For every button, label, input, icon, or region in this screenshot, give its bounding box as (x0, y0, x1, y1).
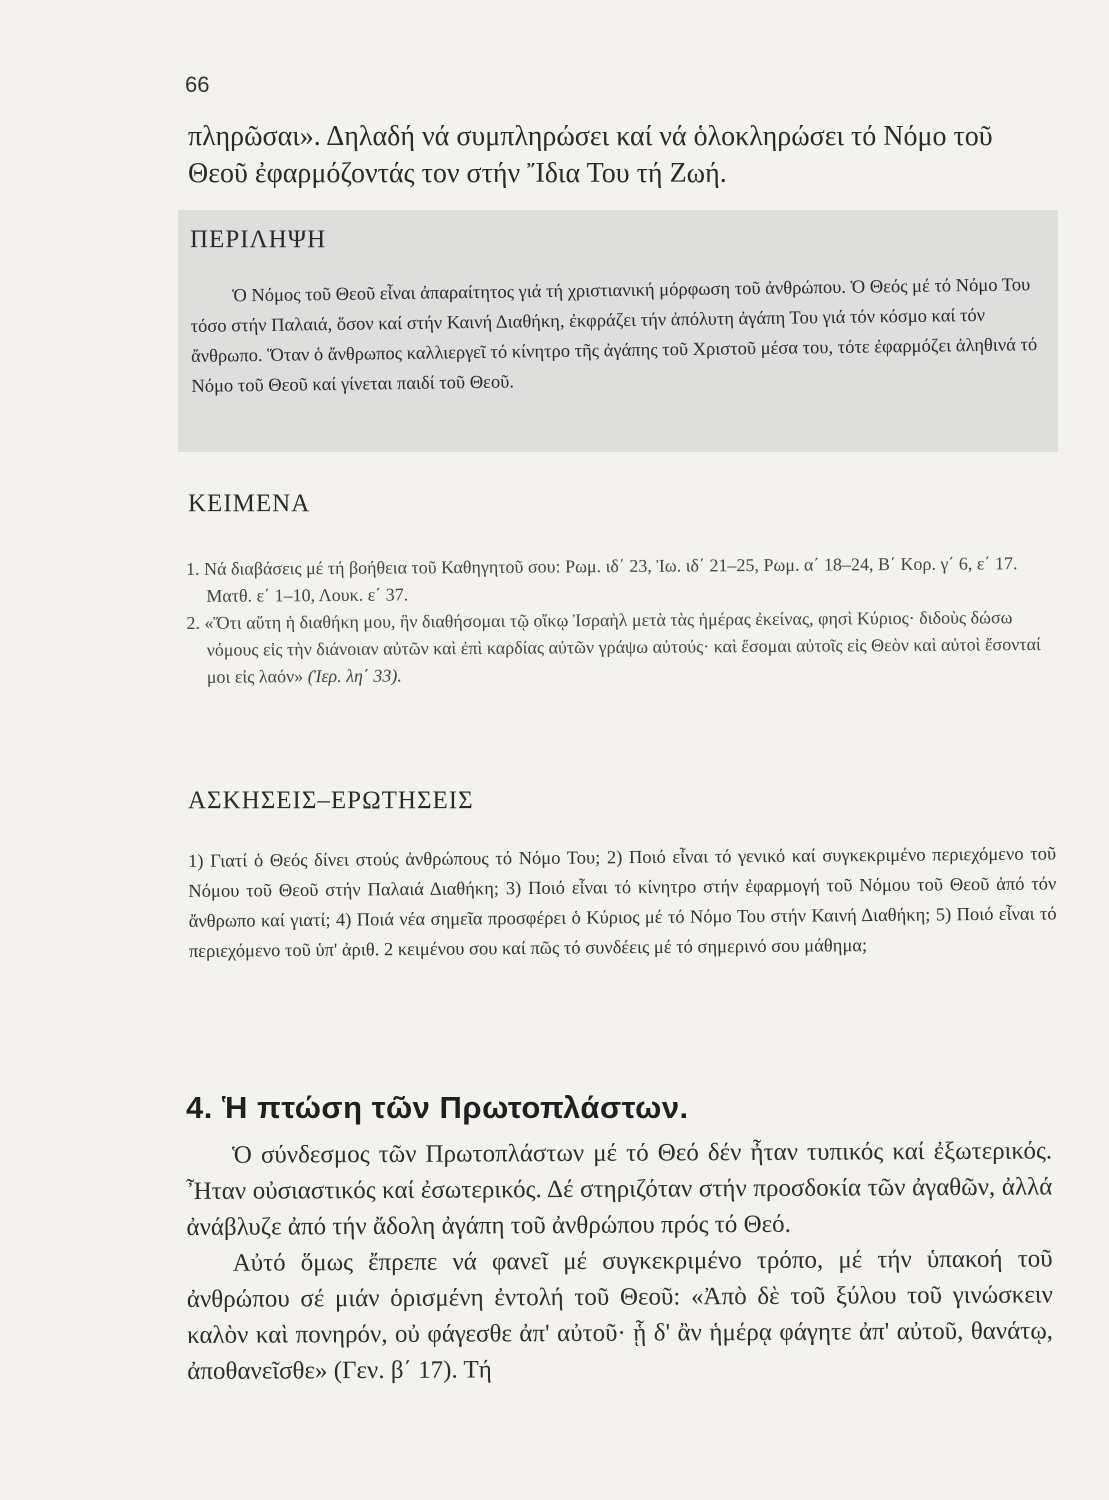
summary-text: Ὁ Νόμος τοῦ Θεοῦ εἶναι ἀπαραίτητος γιά τή χριστιανική μόρφωση τοῦ ἀνθρώπου. Ὁ Θεός μέ τό Νόμο Του τόσο στήν Παλαιά, ὅσον καί στήν Καινή Διαθήκη, ἐκφράζει τήν ἀπόλυτη ἀγάπη Του γιά τόν κόσμο καί τόν ἄνθρωπο. Ὅταν ὁ ἄνθρωπος καλλιεργεῖ τό κίνητρο τῆς ἀγάπης τοῦ Χριστοῦ μέσα του, τότε ἐφαρμόζει ἀληθινά τό Νόμο τοῦ Θεοῦ καί γίνεται παιδί τοῦ Θεοῦ. (190, 275, 1038, 397)
chapter-body (186, 1133, 1053, 1390)
exercises-text: 1) Γιατί ὁ Θεός δίνει στούς ἀνθρώπους τό Νόμο Του; 2) Ποιό εἶναι τό γενικό καί συγκεκριμένο περιεχόμενο τοῦ Νόμου τοῦ Θεοῦ στήν Παλαιά Διαθήκη; 3) Ποιό εἶναι τό κίνητρο στήν ἐφαρμογή τοῦ Νόμου τοῦ Θεοῦ ἀπό τόν ἄνθρωπο καί γιατί; 4) Ποιά νέα σημεῖα προσφέρει ὁ Κύριος μέ τό Νόμο Του στήν Καινή Διαθήκη; 5) Ποιό εἶναι τό περιεχόμενο τοῦ ὑπ' ἀριθ. 2 κειμένου σου καί πῶς τό συνδέεις μέ τό σημερινό σου μάθημα; (188, 844, 1057, 962)
item-citation: (Ἱερ. λη΄ 33). (307, 665, 402, 687)
intro-paragraph: πληρῶσαι». Δηλαδή νά συμπληρώσει καί νά ὁλοκληρώσει τό Νόμο τοῦ Θεοῦ ἐφαρμόζοντάς τον στήν Ἴδια Του τή Ζωή. (188, 121, 993, 189)
item-text: «Ὅτι αὕτη ἡ διαθήκη μου, ἣν διαθήσομαι τῷ οἴκῳ Ἰσραὴλ μετὰ τὰς ἡμέρας ἐκείνας, φησὶ Κύριος· διδοὺς δώσω νόμους εἰς τὴν διάνοιαν αὐτῶν καὶ ἐπὶ καρδίας αὐτῶν γράψω αὐτούς· καὶ ἔσομαι αὐτοῖς εἰς Θεὸν καὶ αὐτοὶ ἔσονταί μοι εἰς λαόν» (204, 607, 1041, 687)
page-number: 66 (185, 72, 210, 97)
list-item (186, 604, 1059, 691)
chapter-title: 4. Ἡ πτώση τῶν Πρωτοπλάστων. (186, 1090, 689, 1125)
exercises-heading: ΑΣΚΗΣΕΙΣ–ΕΡΩΤΗΣΕΙΣ (188, 787, 474, 814)
item-number: 1. (186, 558, 200, 579)
texts-list (186, 550, 1059, 691)
item-text: Νά διαβάσεις μέ τή βοήθεια τοῦ Καθηγητοῦ σου: Ρωμ. ιδ΄ 23, Ἰω. ιδ΄ 21–25, Ρωμ. α΄ 18–24, Β΄ Κορ. γ΄ 6, ε΄ 17. Ματθ. ε΄ 1–10, Λουκ. ε΄ 37. (204, 553, 1018, 606)
body-paragraph: Ὁ σύνδεσμος τῶν Πρωτοπλάστων μέ τό Θεό δέν ἦταν τυπικός καί ἐξωτερικός. Ἦταν οὐσιαστικός καί ἐσωτερικός. Δέ στηριζόταν στήν προσδοκία τῶν ἀγαθῶν, ἀλλά ἀνάβλυζε ἀπό τήν ἄδολη ἀγάπη τοῦ ἀνθρώπου πρός τό Θεό. (186, 1137, 1053, 1241)
list-item (186, 550, 1058, 610)
body-paragraph: Αὐτό ὅμως ἔπρεπε νά φανεῖ μέ συγκεκριμένο τρόπο, μέ τήν ὑπακοή τοῦ ἀνθρώπου σέ μιάν ὁρισμένη ἐντολή τοῦ Θεοῦ: «Ἀπὸ δὲ τοῦ ξύλου τοῦ γινώσκειν καλὸν καὶ πονηρόν, οὐ φάγεσθε ἀπ' αὐτοῦ· ᾗ δ' ἂν ἡμέρᾳ φάγητε ἀπ' αὐτοῦ, θανάτῳ, ἀποθανεῖσθε» (Γεν. β΄ 17). Τή (186, 1245, 1054, 1385)
texts-heading: ΚΕΙΜΕΝΑ (188, 490, 311, 517)
item-number: 2. (186, 612, 201, 633)
summary-heading: ΠΕΡΙΛΗΨΗ (190, 226, 327, 253)
